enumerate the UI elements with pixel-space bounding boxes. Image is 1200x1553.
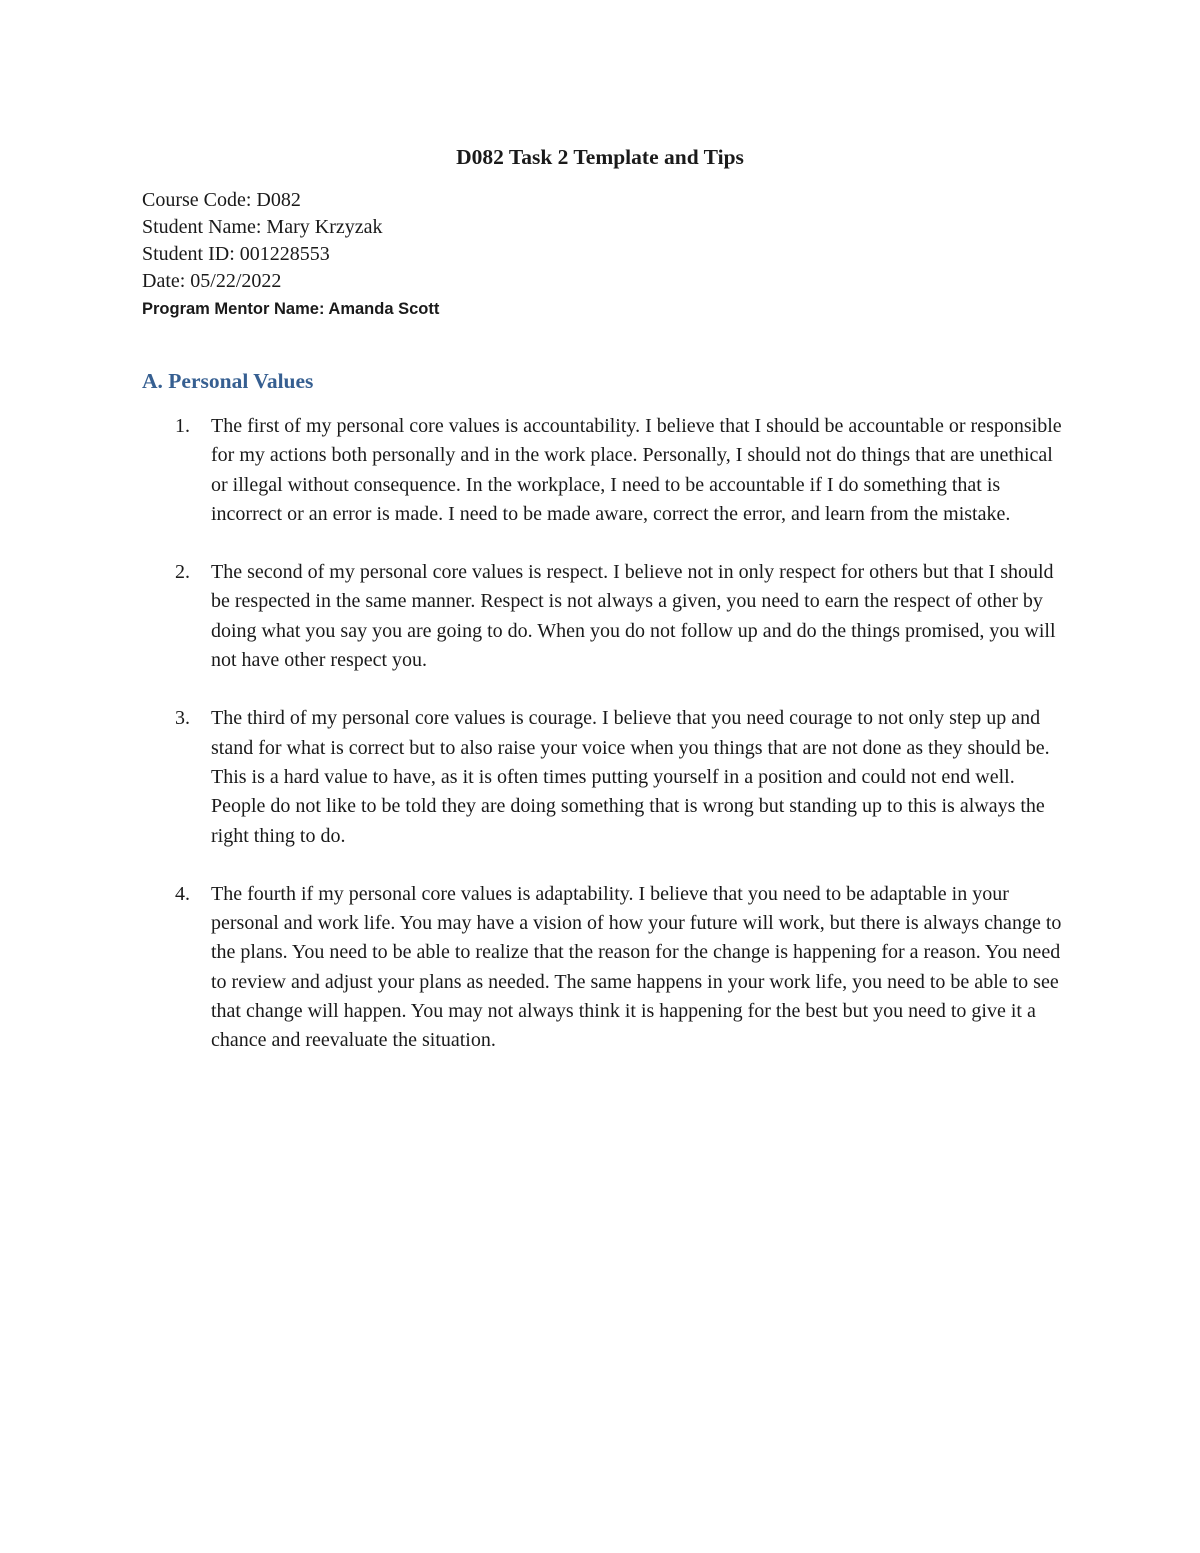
list-item-text: The second of my personal core values is respect. I believe not in only respect for others but that I should be respected in the same manner. Respect is not always a given, you need to earn the respect of other by doing what you say you are going to do. When you do not follow up and do the things promised, you will not have other respect you.	[211, 561, 1056, 672]
list-item-number: 3.	[175, 707, 190, 730]
document-title: D082 Task 2 Template and Tips	[456, 145, 744, 169]
list-item-text: The fourth if my personal core values is adaptability. I believe that you need to be adaptable in your personal and work life. You may have a vision of how your future will work, but there is always change to the plans. You need to be able to realize that the reason for the change is happening for a reason. You need to review and adjust your plans as needed. The same happens in your work life, you need to be able to see that change will happen. You may not always think it is happening for the best but you need to give it a chance and reevaluate the situation.	[211, 882, 1062, 1052]
personal-values-list	[142, 412, 1062, 1085]
list-item-number: 1.	[175, 415, 190, 437]
student-id: Student ID: 001228553	[142, 243, 330, 265]
program-mentor-name: Program Mentor Name: Amanda Scott	[142, 300, 440, 318]
list-item	[142, 704, 1062, 850]
student-info-block	[142, 187, 439, 322]
list-item	[142, 880, 1062, 1056]
submission-date: Date: 05/22/2022	[142, 270, 282, 292]
list-item-number: 2.	[175, 561, 190, 584]
course-code: Course Code: D082	[142, 189, 301, 211]
list-item-number: 4.	[175, 882, 190, 905]
list-item	[142, 558, 1062, 675]
student-name: Student Name: Mary Krzyzak	[142, 216, 383, 238]
list-item	[142, 412, 1062, 529]
list-item-text: The first of my personal core values is accountability. I believe that I should be accountable or responsible for my actions both personally and in the work place. Personally, I should not do things that are unethical or illegal without consequence. In the workplace, I need to be accountable if I do something that is incorrect or an error is made. I need to be made aware, correct the error, and learn from the mistake.	[211, 415, 1062, 525]
list-item-text: The third of my personal core values is courage. I believe that you need courage to not only step up and stand for what is correct but to also raise your voice when you things that are not done as they should be. This is a hard value to have, as it is often times putting yourself in a position and could not end well. People do not like to be told they are doing something that is wrong but standing up to this is always the right thing to do.	[211, 707, 1050, 847]
section-heading-personal-values: A. Personal Values	[142, 369, 314, 393]
